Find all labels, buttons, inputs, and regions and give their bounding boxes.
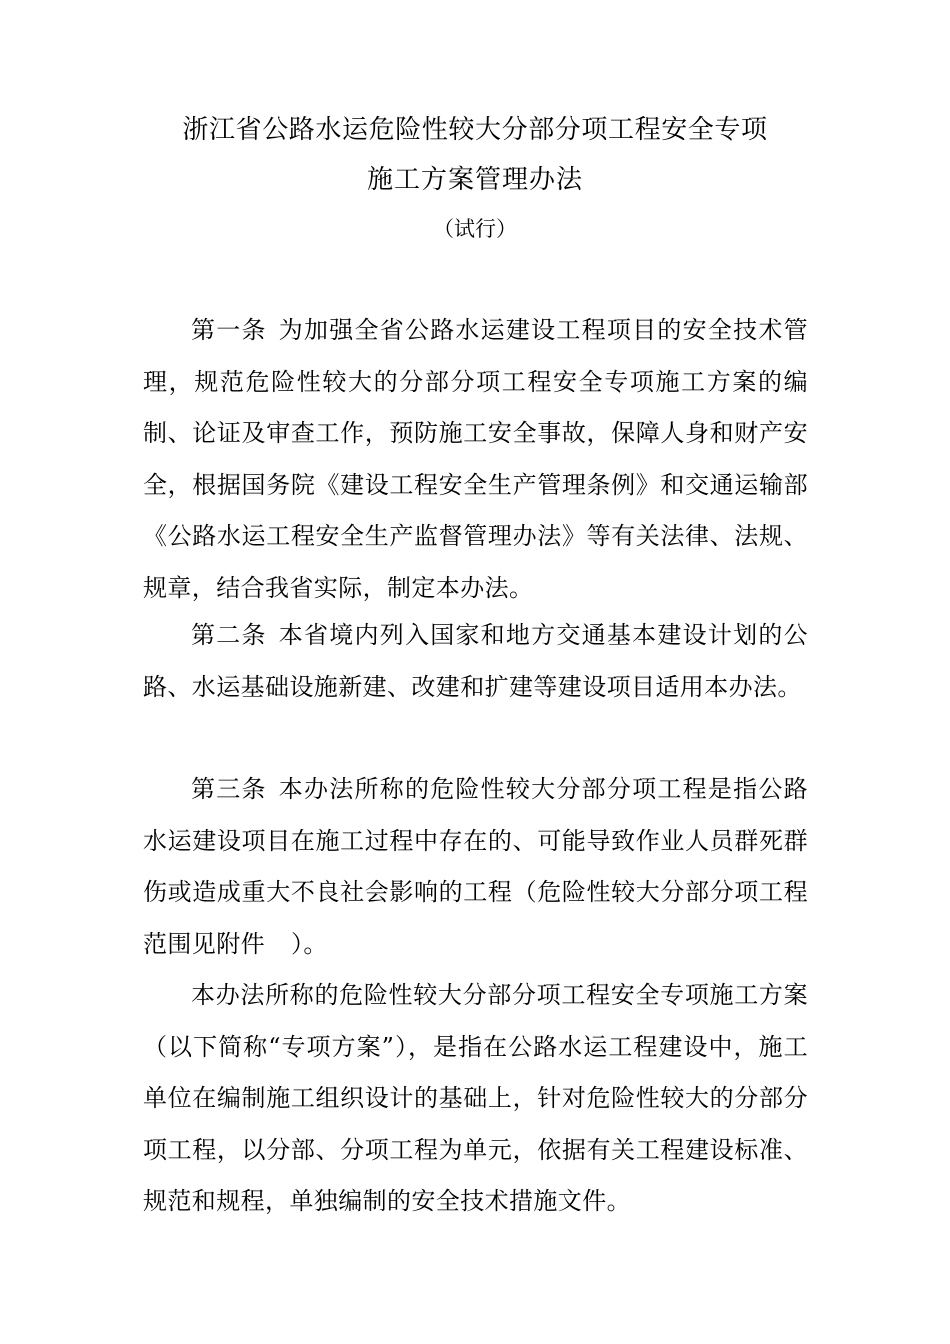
document-subtitle: （试行） bbox=[433, 217, 517, 241]
article-3-paragraph bbox=[143, 764, 808, 970]
article-1-number: 第一条 bbox=[191, 316, 267, 344]
article-3-text: 本办法所称的危险性较大分部分项工程是指公路水运建设项目在施工过程中存在的、可能导致作业人员群死群伤或造成重大不良社会影响的工程（危险性较大分部分项工程范围见附件 bbox=[143, 775, 808, 958]
article-1 bbox=[143, 305, 808, 614]
article-3 bbox=[143, 764, 808, 970]
article-2 bbox=[143, 610, 808, 713]
document-title-line-1: 浙江省公路水运危险性较大分部分项工程安全专项 bbox=[182, 115, 768, 145]
article-3-text-end: ）。 bbox=[291, 929, 328, 958]
article-1-paragraph bbox=[143, 305, 808, 614]
article-2-paragraph bbox=[143, 610, 808, 713]
document-title-line-2: 施工方案管理办法 bbox=[366, 165, 583, 195]
article-1-text: 为加强全省公路水运建设工程项目的安全技术管理，规范危险性较大的分部分项工程安全专项施工方案的编制、论证及审查工作，预防施工安全事故，保障人身和财产安全，根据国务院《建设工程安全生产管理条例》和交通运输部《公路水运工程安全生产监督管理办法》等有关法律、法规、规章，结合我省实际，制定本办法。 bbox=[143, 316, 808, 602]
article-3-number: 第三条 bbox=[191, 775, 267, 803]
article-3-definition-text: 本办法所称的危险性较大分部分项工程安全专项施工方案（以下简称“专项方案”），是指在公路水运工程建设中，施工单位在编制施工组织设计的基础上，针对危险性较大的分部分项工程，以分部、分项工程为单元，依据有关工程建设标准、规范和规程，单独编制的安全技术措施文件。 bbox=[143, 981, 808, 1215]
article-2-text: 本省境内列入国家和地方交通基本建设计划的公路、水运基础设施新建、改建和扩建等建设项目适用本办法。 bbox=[143, 621, 808, 701]
article-3-definition-paragraph bbox=[143, 970, 808, 1228]
article-3-definition bbox=[143, 970, 808, 1228]
article-2-number: 第二条 bbox=[191, 621, 267, 649]
